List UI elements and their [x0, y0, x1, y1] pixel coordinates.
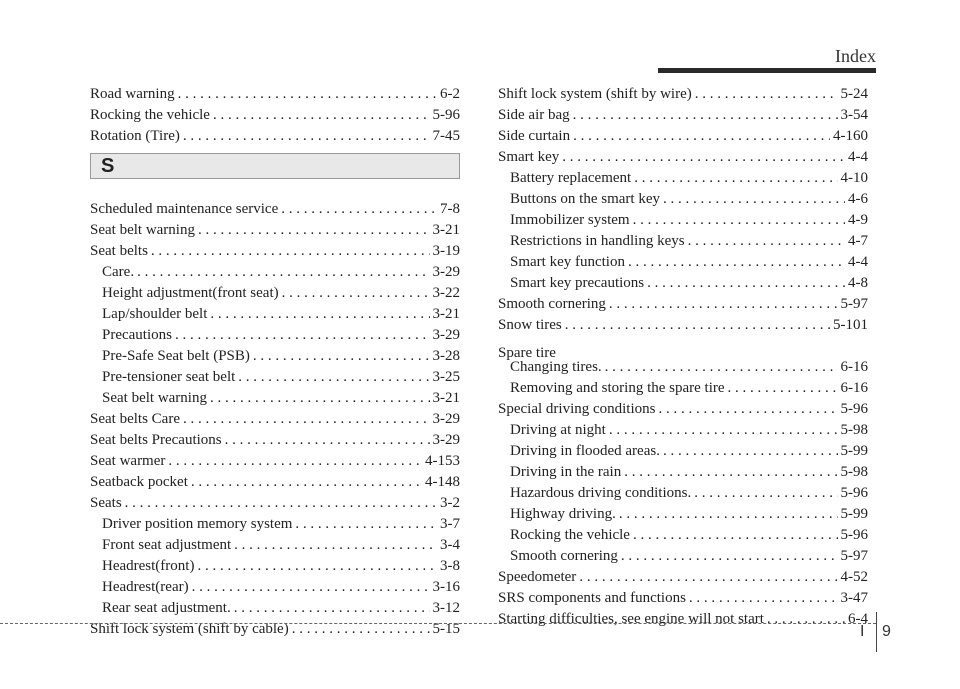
index-entry-text: Hazardous driving conditions.	[510, 485, 692, 501]
dot-leader	[197, 556, 437, 577]
index-entry	[498, 210, 868, 231]
index-entry-text: Immobilizer system	[510, 212, 630, 228]
index-entry	[90, 493, 460, 514]
footer-section-letter: I	[860, 623, 865, 640]
dot-leader	[183, 126, 430, 147]
index-entry-page: 4-52	[840, 569, 868, 585]
index-entry-text: Headrest(front)	[102, 558, 195, 574]
index-entry-page: 3-28	[432, 348, 460, 364]
index-entry-text: Pre-Safe Seat belt (PSB)	[102, 348, 250, 364]
index-entry-page: 5-101	[833, 317, 868, 333]
footer-page-number: 9	[882, 623, 891, 640]
index-entry-text: Seat belt warning	[102, 390, 207, 406]
index-entry-page: 4-160	[833, 128, 868, 144]
index-entry-text: Smooth cornering	[510, 548, 618, 564]
dot-leader	[624, 462, 837, 483]
index-entry	[90, 199, 460, 220]
page-header-title: Index	[835, 46, 876, 66]
index-entry-text: Highway driving.	[510, 506, 616, 522]
index-entry-text: Starting difficulties, see engine will not start	[498, 611, 764, 627]
index-entry-page: 4-8	[848, 275, 868, 291]
index-entry-page: 5-96	[840, 527, 868, 543]
index-column-left	[90, 84, 460, 640]
index-entry-text: Changing tires.	[510, 359, 602, 375]
index-entry	[498, 399, 868, 420]
index-entry-text: Road warning	[90, 86, 175, 102]
index-entry-page: 3-25	[432, 369, 460, 385]
index-entry-text: Shift lock system (shift by wire)	[498, 86, 692, 102]
index-entry	[90, 367, 460, 388]
dot-leader	[573, 126, 830, 147]
index-entry-text: Smart key precautions	[510, 275, 645, 291]
dot-leader	[694, 483, 837, 504]
index-entry-page: 6-16	[840, 380, 868, 396]
index-entry	[90, 325, 460, 346]
dot-leader	[562, 147, 845, 168]
header-rule	[658, 68, 876, 73]
index-entry	[90, 556, 460, 577]
index-entry-text: Seat belt warning	[90, 222, 195, 238]
dot-leader	[168, 451, 422, 472]
index-entry-page: 3-4	[440, 537, 460, 553]
index-entry-text: Smart key	[498, 149, 560, 165]
index-entry	[90, 105, 460, 126]
index-entry-page: 6-2	[440, 86, 460, 102]
index-entry-text: Battery replacement	[510, 170, 632, 186]
section-header	[90, 153, 460, 179]
index-entry-page: 3-22	[432, 285, 460, 301]
index-entry	[498, 609, 868, 630]
dot-leader	[192, 577, 430, 598]
index-entry-page: 4-7	[848, 233, 868, 249]
index-entry-page: 5-96	[840, 485, 868, 501]
dot-leader	[767, 609, 845, 630]
index-column-right	[498, 84, 868, 630]
index-entry	[90, 84, 460, 105]
dot-leader	[125, 493, 437, 514]
index-entry	[498, 273, 868, 294]
index-entry	[498, 231, 868, 252]
index-entry	[90, 451, 460, 472]
index-entry-page: 3-29	[432, 411, 460, 427]
index-entry	[498, 525, 868, 546]
dot-leader	[658, 399, 837, 420]
index-entry-page: 5-98	[840, 422, 868, 438]
index-entry-text: Rocking the vehicle	[510, 527, 630, 543]
index-entry	[498, 147, 868, 168]
dot-leader	[695, 84, 838, 105]
index-entry	[498, 315, 868, 336]
index-entry	[498, 567, 868, 588]
index-entry	[498, 168, 868, 189]
index-entry-text: Side air bag	[498, 107, 570, 123]
index-entry-text: Rear seat adjustment.	[102, 600, 231, 616]
index-entry-page: 3-8	[440, 558, 460, 574]
index-entry-page: 4-4	[848, 254, 868, 270]
dot-leader	[137, 262, 429, 283]
index-entry-text: Seatback pocket	[90, 474, 188, 490]
dot-leader	[151, 241, 430, 262]
index-entry-text: Lap/shoulder belt	[102, 306, 208, 322]
index-entry	[90, 126, 460, 147]
section-letter: S	[101, 154, 115, 177]
index-entry-text: Precautions	[102, 327, 172, 343]
index-entry-page: 5-97	[840, 296, 868, 312]
dot-leader	[728, 378, 838, 399]
index-entry-text: Pre-tensioner seat belt	[102, 369, 236, 385]
index-entry	[498, 483, 868, 504]
index-entry-page: 6-16	[840, 359, 868, 375]
dot-leader	[663, 441, 838, 462]
dot-leader	[210, 388, 430, 409]
index-entry-text: Driver position memory system	[102, 516, 293, 532]
dot-leader	[663, 189, 845, 210]
index-entry-text: Rotation (Tire)	[90, 128, 180, 144]
dot-leader	[234, 598, 430, 619]
index-entry-text: Headrest(rear)	[102, 579, 189, 595]
index-entry-page: 3-21	[432, 306, 460, 322]
dot-leader	[198, 220, 430, 241]
index-entry-page: 5-96	[840, 401, 868, 417]
index-entry	[90, 577, 460, 598]
dot-leader	[609, 294, 838, 315]
index-entry-text: Seat belts Precautions	[90, 432, 222, 448]
index-entry	[90, 535, 460, 556]
index-entry-page: 3-47	[840, 590, 868, 606]
index-entry-text: Seat warmer	[90, 453, 166, 469]
dot-leader	[605, 357, 838, 378]
index-entry-page: 3-7	[440, 516, 460, 532]
index-entry	[90, 304, 460, 325]
dot-leader	[689, 588, 838, 609]
index-entry	[498, 336, 868, 361]
index-entry	[90, 346, 460, 367]
index-entry	[90, 514, 460, 535]
index-entry	[90, 409, 460, 430]
index-entry-page: 4-9	[848, 212, 868, 228]
index-entry-text: Side curtain	[498, 128, 571, 144]
index-entry-page: 3-29	[432, 432, 460, 448]
dot-leader	[619, 504, 838, 525]
index-entry	[90, 262, 460, 283]
index-entry-page: 4-10	[840, 170, 868, 186]
index-entry-text: Height adjustment(front seat)	[102, 285, 279, 301]
index-entry-text: Removing and storing the spare tire	[510, 380, 725, 396]
index-entry-page: 5-96	[432, 107, 460, 123]
dot-leader	[175, 325, 430, 346]
dot-leader	[238, 367, 429, 388]
index-entry-page: 5-24	[840, 86, 868, 102]
dot-leader	[253, 346, 430, 367]
index-entry	[90, 283, 460, 304]
index-entry-page: 6-4	[848, 611, 868, 627]
index-entry	[498, 441, 868, 462]
index-entry	[498, 126, 868, 147]
index-entry-page: 5-99	[840, 506, 868, 522]
index-entry	[498, 504, 868, 525]
index-entry-page: 4-6	[848, 191, 868, 207]
footer-dashed-rule	[0, 623, 876, 624]
index-entry-page: 5-15	[432, 621, 460, 637]
index-entry-text: Shift lock system (shift by cable)	[90, 621, 289, 637]
index-entry-text: Driving in the rain	[510, 464, 622, 480]
index-entry-text: Seats	[90, 495, 122, 511]
index-entry-page: 4-153	[425, 453, 460, 469]
index-entry	[90, 598, 460, 619]
dot-leader	[191, 472, 422, 493]
index-entry	[90, 388, 460, 409]
dot-leader	[225, 430, 430, 451]
index-entry-text: Front seat adjustment	[102, 537, 232, 553]
index-entry	[498, 546, 868, 567]
index-entry-text: Smooth cornering	[498, 296, 606, 312]
index-entry-page: 4-148	[425, 474, 460, 490]
index-entry-page: 3-21	[432, 222, 460, 238]
index-entry-text: Seat belts Care	[90, 411, 180, 427]
dot-leader	[579, 567, 837, 588]
dot-leader	[282, 283, 430, 304]
index-entry	[498, 462, 868, 483]
index-entry	[90, 241, 460, 262]
index-entry-text: Special driving conditions	[498, 401, 656, 417]
dot-leader	[281, 199, 437, 220]
index-entry-page: 3-16	[432, 579, 460, 595]
index-entry-text: Buttons on the smart key	[510, 191, 660, 207]
dot-leader	[628, 252, 845, 273]
index-entry	[498, 378, 868, 399]
dot-leader	[633, 210, 845, 231]
index-entry-page: 5-98	[840, 464, 868, 480]
index-entry-page: 5-99	[840, 443, 868, 459]
dot-leader	[210, 304, 429, 325]
dot-leader	[609, 420, 838, 441]
dot-leader	[178, 84, 437, 105]
index-entry-text: Speedometer	[498, 569, 577, 585]
dot-leader	[183, 409, 430, 430]
index-entry-page: 3-12	[432, 600, 460, 616]
index-entry	[498, 84, 868, 105]
index-entry-text: Scheduled maintenance service	[90, 201, 279, 217]
index-entry-page: 7-45	[432, 128, 460, 144]
index-entry-text: SRS components and functions	[498, 590, 686, 606]
index-entry-text: Snow tires	[498, 317, 562, 333]
index-entry-page: 3-54	[840, 107, 868, 123]
dot-leader	[565, 315, 830, 336]
index-entry-text: Restrictions in handling keys	[510, 233, 685, 249]
index-entry-text: Driving at night	[510, 422, 606, 438]
dot-leader	[634, 168, 837, 189]
dot-leader	[573, 105, 838, 126]
dot-leader	[688, 231, 845, 252]
index-entry	[498, 294, 868, 315]
index-entry-text: Rocking the vehicle	[90, 107, 210, 123]
index-entry	[498, 105, 868, 126]
index-entry	[90, 220, 460, 241]
dot-leader	[633, 525, 838, 546]
index-entry-page: 3-2	[440, 495, 460, 511]
dot-leader	[559, 336, 865, 357]
index-entry-text: Spare tire	[498, 345, 556, 361]
index-entry-text: Care.	[102, 264, 135, 280]
index-entry	[498, 357, 868, 378]
index-entry	[498, 420, 868, 441]
index-entry	[498, 252, 868, 273]
dot-leader	[295, 514, 437, 535]
index-entry	[498, 189, 868, 210]
index-entry-page: 7-8	[440, 201, 460, 217]
index-entry	[498, 588, 868, 609]
index-entry-text: Smart key function	[510, 254, 625, 270]
index-entry-page: 3-19	[432, 243, 460, 259]
index-entry-page: 3-29	[432, 327, 460, 343]
index-entry-page: 3-29	[432, 264, 460, 280]
index-entry	[90, 430, 460, 451]
index-entry-text: Seat belts	[90, 243, 148, 259]
index-entry-page: 5-97	[840, 548, 868, 564]
dot-leader	[647, 273, 845, 294]
index-entry	[90, 472, 460, 493]
index-entry-page: 3-21	[432, 390, 460, 406]
index-entry-text: Driving in flooded areas.	[510, 443, 660, 459]
dot-leader	[213, 105, 430, 126]
footer-separator	[876, 612, 877, 652]
index-entry-page: 4-4	[848, 149, 868, 165]
dot-leader	[621, 546, 838, 567]
dot-leader	[234, 535, 437, 556]
